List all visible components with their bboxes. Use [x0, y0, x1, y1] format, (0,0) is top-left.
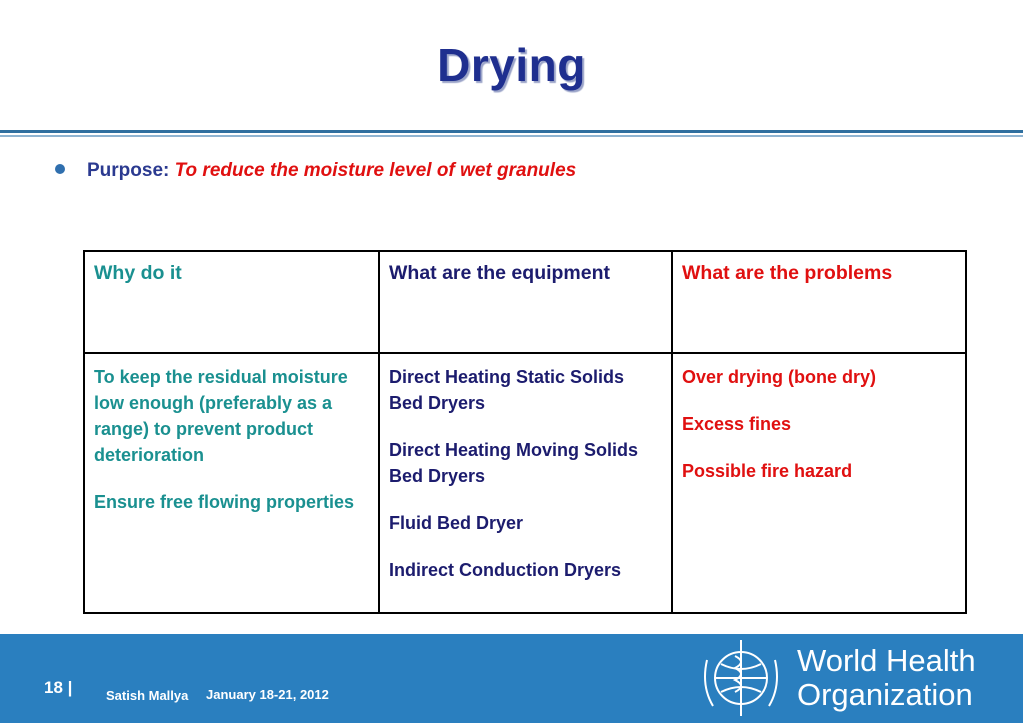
org-name-line1: World Health — [797, 643, 976, 678]
table-header-row — [84, 251, 966, 353]
title-divider — [0, 130, 1023, 133]
why-item: To keep the residual moisture low enough (preferably as a range) to prevent product deterioration — [94, 367, 348, 465]
cell-why — [84, 353, 379, 613]
equipment-item: Fluid Bed Dryer — [389, 513, 524, 533]
bullet-dot-icon — [55, 164, 65, 174]
cell-problems — [672, 353, 966, 613]
problem-item: Over drying (bone dry) — [682, 367, 877, 387]
header-equipment: What are the equipment — [379, 251, 672, 353]
equipment-item: Indirect Conduction Dryers — [389, 560, 622, 580]
presentation-date: January 18-21, 2012 — [206, 687, 329, 702]
purpose-label: Purpose: — [87, 160, 170, 181]
purpose-bullet — [55, 160, 576, 182]
equipment-item: Direct Heating Moving Solids Bed Dryers — [389, 440, 639, 486]
who-emblem-icon — [695, 636, 787, 720]
drying-table — [83, 250, 967, 614]
why-item: Ensure free flowing properties — [94, 492, 355, 512]
title-divider-light — [0, 135, 1023, 137]
problem-item: Excess fines — [682, 414, 792, 434]
header-problems: What are the problems — [672, 251, 966, 353]
equipment-item: Direct Heating Static Solids Bed Dryers — [389, 367, 625, 413]
cell-equipment — [379, 353, 672, 613]
purpose-text: To reduce the moisture level of wet granules — [174, 160, 577, 181]
table-row — [84, 353, 966, 613]
slide-title: Drying — [437, 39, 586, 91]
problem-item: Possible fire hazard — [682, 461, 853, 481]
author-name: Satish Mallya — [106, 688, 189, 703]
org-name-line2: Organization — [797, 677, 973, 712]
header-why: Why do it — [84, 251, 379, 353]
page-number: 18 | — [44, 678, 73, 697]
organization-name — [797, 644, 976, 712]
